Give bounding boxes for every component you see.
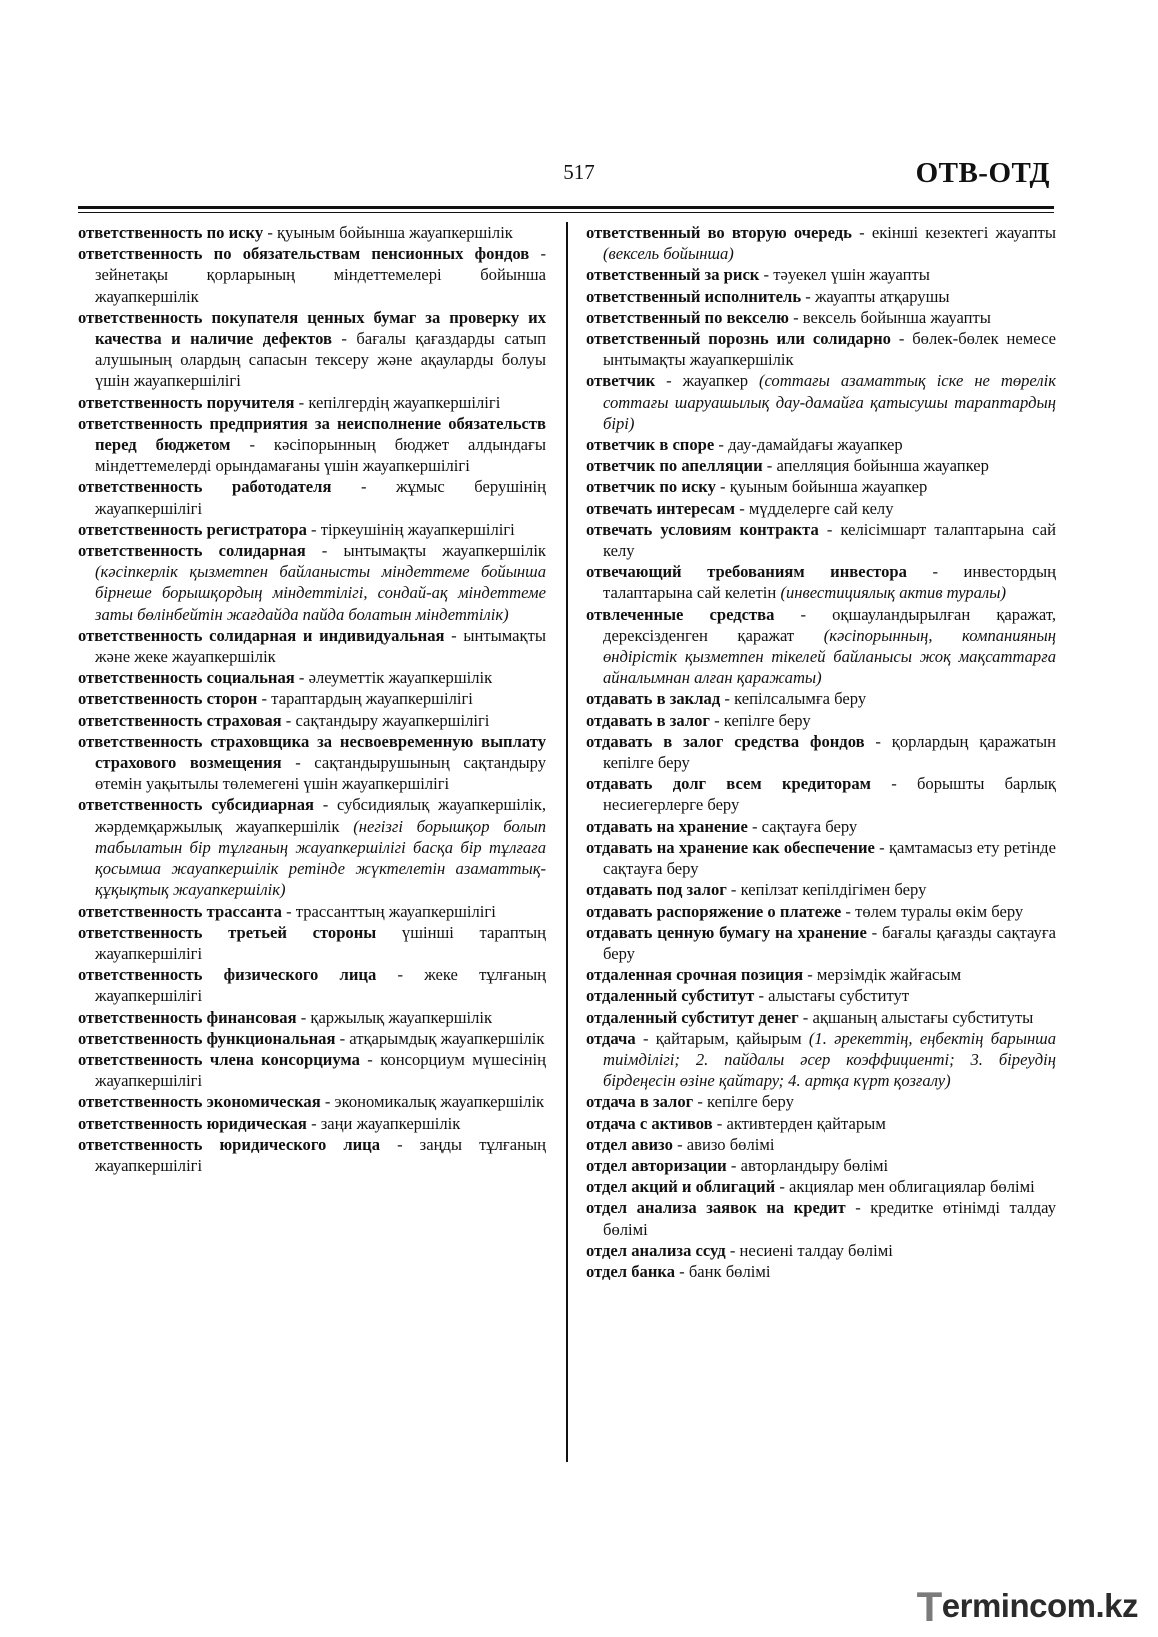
entry-definition: - вексель бойынша жауапты <box>788 307 991 327</box>
entry-definition: - ақшаның алыстағы субституты <box>798 1007 1034 1027</box>
entry-term: ответственность трассанта <box>78 901 282 921</box>
entry-term: ответственность социальная <box>78 668 295 688</box>
entry-note: (вексель бойынша) <box>603 244 734 264</box>
entry-term: ответственность физического лица <box>78 965 377 985</box>
entry-definition: - жеке тұлғаның жауапкершілігі <box>95 965 546 1006</box>
page-number: 517 <box>563 160 595 184</box>
entry-term: отдел авизо <box>586 1134 673 1154</box>
dictionary-entry <box>586 922 1056 964</box>
entry-definition: - кәсіпорынның бюджет алдындағы міндеттемелерді орындамағаны үшін жауапкершілігі <box>95 435 546 476</box>
entry-definition: - кепілге беру <box>693 1092 794 1112</box>
dictionary-entry <box>586 1028 1056 1092</box>
dictionary-entry <box>78 1134 546 1176</box>
dictionary-entry <box>586 1176 1056 1197</box>
entry-term: ответственность поручителя <box>78 392 295 412</box>
header-rule-thin <box>78 212 1054 213</box>
entry-term: отдавать в залог средства фондов <box>586 731 865 751</box>
entry-term: отдаленный субститут денег <box>586 1007 799 1027</box>
dictionary-entry <box>78 964 546 1006</box>
dictionary-entry <box>78 1113 546 1134</box>
dictionary-entry <box>586 773 1056 815</box>
entry-definition: - жауапкер <box>655 371 759 391</box>
dictionary-entry <box>78 922 546 964</box>
dictionary-entry <box>78 625 546 667</box>
entry-term: ответственный исполнитель <box>586 286 802 306</box>
entry-definition: - жауапты атқарушы <box>801 286 950 306</box>
entry-definition: - кепілзат кепілдігімен беру <box>726 880 927 900</box>
entry-definition: - кредитке өтінімді талдау бөлімі <box>603 1198 1056 1239</box>
entry-term: ответственность предприятия за неисполнение обязательств перед бюджетом <box>78 413 546 455</box>
entry-term: ответственный во вторую очередь <box>586 223 852 242</box>
dictionary-entry <box>78 476 546 518</box>
entry-term: ответственность юридического лица <box>78 1134 381 1154</box>
dictionary-entry <box>586 816 1056 837</box>
entry-term: отдел авторизации <box>586 1155 727 1175</box>
entry-term: отдача в залог <box>586 1092 694 1112</box>
entry-term: отдача с активов <box>586 1113 713 1133</box>
entry-definition: - субсидиялық жауапкершілік, жәрдемқаржылық жауапкершілік <box>95 795 546 836</box>
entry-definition: - келісімшарт талаптарына сай келу <box>603 519 1056 561</box>
entry-definition: - қамтамасыз ету ретінде сақтауға беру <box>603 837 1056 879</box>
entry-term: ответственность страховщика за несвоевременную выплату страхового возмещения <box>78 731 546 773</box>
entry-term: ответственный по векселю <box>586 307 789 327</box>
entry-term: ответственность солидарная <box>78 541 306 561</box>
dictionary-entry <box>586 985 1056 1006</box>
entry-term: отдавать на хранение как обеспечение <box>586 837 875 857</box>
dictionary-entry <box>586 328 1056 370</box>
entry-definition: - атқарымдық жауапкершілік <box>335 1028 545 1048</box>
entry-definition: - акциялар мен облигациялар бөлімі <box>775 1177 1035 1197</box>
entry-definition: - ынтымақты және жеке жауапкершілік <box>95 625 546 667</box>
dictionary-entry <box>586 710 1056 731</box>
entry-definition: - жұмыс берушінің жауапкершілігі <box>95 477 546 518</box>
dictionary-entry <box>78 710 546 731</box>
entry-definition: - мүдделерге сай келу <box>735 498 894 518</box>
entry-term: ответственность члена консорциума <box>78 1049 360 1069</box>
entry-definition: - ынтымақты жауапкершілік <box>305 541 546 561</box>
entry-definition: - банк бөлімі <box>675 1261 771 1281</box>
terminсom-watermark-logo <box>916 1579 1138 1630</box>
dictionary-entry <box>586 1261 1056 1282</box>
entry-term: ответчик <box>586 371 656 391</box>
dictionary-entry <box>78 1049 546 1091</box>
entry-term: отдел акций и облигаций <box>586 1177 776 1197</box>
entry-term: отдавать долг всем кредиторам <box>586 774 871 794</box>
entry-definition: - екінші кезектегі жауапты <box>851 223 1056 242</box>
entry-term: отдавать ценную бумагу на хранение <box>586 922 867 942</box>
entry-term: ответственность третьей стороны <box>78 922 377 942</box>
entry-term: отдавать на хранение <box>586 816 748 836</box>
dictionary-entry <box>78 413 546 477</box>
watermark-text: ermincom.kz <box>941 1587 1138 1624</box>
entry-term: ответственность по обязательствам пенсионных фондов <box>78 244 530 264</box>
entry-term: отвечающий требованиям инвестора <box>586 562 907 582</box>
entry-definition: - авизо бөлімі <box>672 1134 775 1154</box>
entry-term: отдача <box>586 1028 636 1048</box>
entry-term: отвечать условиям контракта <box>586 519 819 539</box>
entry-definition: - авторландыру бөлімі <box>726 1155 889 1175</box>
dictionary-entry <box>586 604 1056 689</box>
dictionary-entry <box>586 1134 1056 1155</box>
entry-definition: - бағалы қағаздарды сатып алушының олардың сапасын тексеру және ақауларды болуы үшін жауапкершілігі <box>95 329 546 391</box>
dictionary-entry <box>78 667 546 688</box>
entry-definition: - бөлек-бөлек немесе ынтымақты жауапкершілік <box>603 329 1056 370</box>
entry-definition: - заңи жауапкершілік <box>306 1113 461 1133</box>
entry-definition: - трассанттың жауапкершілігі <box>281 901 496 921</box>
entry-definition: - бағалы қағазды сақтауға беру <box>603 922 1057 963</box>
entry-term: ответственность сторон <box>78 689 258 709</box>
entry-note: (кәсіпорынның, компанияның өндірістік қызметпен тікелей байланысы жоқ мақсаттарға айналымнан алған қаражаты) <box>603 625 1056 688</box>
dictionary-entry <box>586 688 1056 709</box>
entry-definition: - қаржылық жауапкершілік <box>296 1007 493 1027</box>
watermark-t-letter: T <box>916 1583 942 1630</box>
entry-term: ответственность солидарная и индивидуальная <box>78 625 445 645</box>
dictionary-entry <box>78 688 546 709</box>
dictionary-entry <box>586 1113 1056 1134</box>
right-column <box>586 222 1056 1282</box>
entry-term: отвлеченные средства <box>586 604 775 624</box>
entry-term: ответственность экономическая <box>78 1092 321 1112</box>
dictionary-entry <box>586 731 1056 773</box>
entry-term: ответственность функциональная <box>78 1028 336 1048</box>
dictionary-entry <box>78 731 546 795</box>
entry-term: отдавать распоряжение о платеже <box>586 901 842 921</box>
entry-definition: - тәуекел үшін жауапты <box>759 265 930 285</box>
dictionary-entry <box>586 561 1056 603</box>
entry-definition: - сақтауға беру <box>747 816 858 836</box>
entry-definition: - оқшауландырылған қаражат, дерексізденген қаражат <box>603 604 1056 645</box>
dictionary-entry <box>78 519 546 540</box>
dictionary-entry <box>586 964 1056 985</box>
entry-term: ответственность финансовая <box>78 1007 297 1027</box>
entry-definition: - кепілсалымға беру <box>720 689 867 709</box>
entry-definition: үшінші тараптың жауапкершілігі <box>95 922 546 963</box>
entry-term: отдел анализа заявок на кредит <box>586 1198 846 1218</box>
dictionary-entry <box>586 434 1056 455</box>
entry-definition: - әлеуметтік жауапкершілік <box>294 668 493 688</box>
dictionary-entry <box>586 286 1056 307</box>
dictionary-entry <box>586 837 1056 879</box>
entry-note: (соттағы азаматтық іске не төрелік соттағы шаруашылық дау-дамайға қатысушы тараптардың бірі) <box>603 371 1056 433</box>
entry-definition: - тіркеушінің жауапкершілігі <box>306 519 515 539</box>
entry-term: ответственный порознь или солидарно <box>586 329 891 349</box>
entry-definition: - экономикалық жауапкершілік <box>320 1092 545 1112</box>
entry-definition: - борышты барлық несиегерлерге беру <box>603 774 1056 815</box>
dictionary-entry <box>586 476 1056 497</box>
entry-term: отвечать интересам <box>586 498 736 518</box>
dictionary-entry <box>586 1007 1056 1028</box>
entry-note: (1. әрекеттің, еңбектің барынша тиімділігі; 2. пайдалы әсер коэффициенті; 3. біреудің бірдеңесін өзіне қайтару; 4. артқа күрт қозғалу) <box>603 1028 1056 1091</box>
entry-term: отдаленный субститут <box>586 986 755 1006</box>
entry-definition: - қорлардың қаражатын кепілге беру <box>603 731 1057 773</box>
entry-definition: - апелляция бойынша жауапкер <box>762 456 989 476</box>
entry-term: ответчик по апелляции <box>586 456 763 476</box>
entry-definition: - активтерден қайтарым <box>712 1113 886 1133</box>
dictionary-entry <box>78 307 546 392</box>
entry-definition: - төлем туралы өкім беру <box>841 901 1024 921</box>
dictionary-entry <box>78 243 546 307</box>
entry-definition: - қайтарым, қайырым <box>635 1028 809 1048</box>
entry-term: ответственность регистратора <box>78 519 307 539</box>
dictionary-entry <box>78 1028 546 1049</box>
entry-definition: - мерзімдік жайғасым <box>803 965 962 985</box>
entry-definition: - кепілге беру <box>709 710 811 730</box>
dictionary-entry <box>78 222 546 243</box>
dictionary-entry <box>78 392 546 413</box>
dictionary-entry <box>586 370 1056 434</box>
left-column <box>78 222 546 1176</box>
entry-term: ответчик в споре <box>586 435 715 455</box>
entry-definition: - консорциум мүшесінің жауапкершілігі <box>95 1049 546 1091</box>
entry-definition: - сақтандыру жауапкершілігі <box>281 710 490 730</box>
entry-term: ответственность по иску <box>78 223 264 242</box>
dictionary-entry <box>586 498 1056 519</box>
entry-definition: - заңды тұлғаның жауапкершілігі <box>95 1134 546 1175</box>
entry-term: ответственность субсидиарная <box>78 795 314 815</box>
entry-definition: - алыстағы субститут <box>754 986 910 1006</box>
dictionary-entry <box>586 519 1056 561</box>
entry-note: (негізгі борышқор болып табылатын бір тұлғаның жауапкершілігі басқа бір тұлғаға қосымша жауапкершілік ретінде жүктелетін азаматтық-құқықтық жауапкершілік) <box>95 816 546 900</box>
dictionary-entry <box>586 222 1056 264</box>
entry-term: ответственность юридическая <box>78 1113 307 1133</box>
entry-definition: - зейнетақы қорларының міндеттемелері бойынша жауапкершілік <box>95 244 546 306</box>
dictionary-entry <box>78 1007 546 1028</box>
dictionary-entry <box>586 307 1056 328</box>
entry-definition: - инвестордың талаптарына сай келетін <box>603 562 1056 603</box>
entry-term: ответственность страховая <box>78 710 282 730</box>
dictionary-entry <box>78 1091 546 1112</box>
dictionary-entry <box>586 1197 1056 1239</box>
entry-term: отдавать в заклад <box>586 689 721 709</box>
column-divider <box>566 222 568 1462</box>
entry-definition: - несиені талдау бөлімі <box>725 1240 893 1260</box>
entry-definition: - кепілгердің жауапкершілігі <box>294 392 501 412</box>
header-title: ОТВ-ОТД <box>915 157 1050 189</box>
entry-term: отдел анализа ссуд <box>586 1240 726 1260</box>
entry-definition: - қуыным бойынша жауапкершілік <box>263 223 513 242</box>
dictionary-entry <box>78 540 546 625</box>
entry-definition: - қуыным бойынша жауапкер <box>715 477 928 497</box>
dictionary-entry <box>586 1091 1056 1112</box>
dictionary-entry <box>586 455 1056 476</box>
entry-note: (кәсіпкерлік қызметпен байланысты міндеттеме бойынша бірнеше борышқордың міндеттілігі, сондай-ақ міндеттеме заты бөлінбейтін жағдайда пайда болатын міндеттілік) <box>95 562 546 624</box>
entry-term: отдел банка <box>586 1261 675 1281</box>
entry-term: отдавать в залог <box>586 710 710 730</box>
entry-definition: - сақтандырушының сақтандыру өтемін уақытылы төлемегені үшін жауапкершілігі <box>95 753 546 794</box>
dictionary-entry <box>586 1155 1056 1176</box>
entry-note: (инвестициялық актив туралы) <box>780 583 1006 603</box>
dictionary-entry <box>586 879 1056 900</box>
entry-definition: - дау-дамайдағы жауапкер <box>714 435 903 455</box>
entry-definition: - тараптардың жауапкершілігі <box>257 689 473 709</box>
entry-term: ответственность работодателя <box>78 477 332 497</box>
entry-term: отдавать под залог <box>586 880 727 900</box>
entry-term: ответчик по иску <box>586 477 716 497</box>
header-rule-thick <box>78 206 1054 209</box>
dictionary-entry <box>586 1240 1056 1261</box>
dictionary-entry <box>586 264 1056 285</box>
entry-term: ответственность покупателя ценных бумаг за проверку их качества и наличие дефектов <box>78 307 546 349</box>
entry-term: отдаленная срочная позиция <box>586 965 804 985</box>
dictionary-entry <box>78 794 546 900</box>
dictionary-entry <box>586 901 1056 922</box>
dictionary-entry <box>78 901 546 922</box>
entry-term: ответственный за риск <box>586 265 760 285</box>
